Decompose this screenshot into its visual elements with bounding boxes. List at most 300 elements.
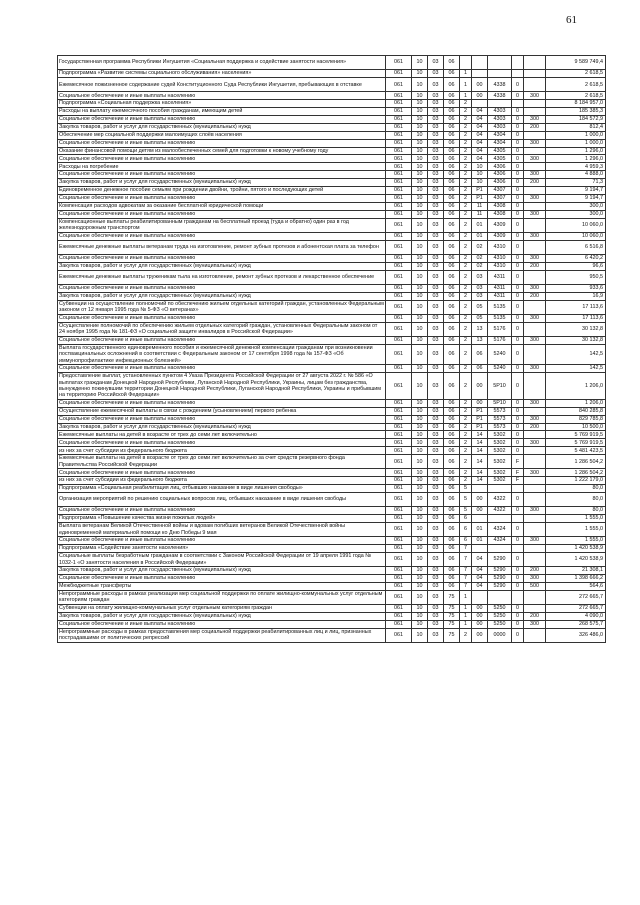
row-program: 06 <box>444 537 460 545</box>
row-direction: 5302 <box>488 431 512 439</box>
row-expense-type <box>524 485 546 493</box>
row-expense-type: 300 <box>524 171 546 179</box>
row-sum: 71,3 <box>546 179 606 187</box>
row-direction: 4307 <box>488 194 512 202</box>
row-sum: 142,5 <box>546 365 606 373</box>
row-name: Государственная программа Республики Ингушетия «Социальная поддержка и содействие занятости населения» <box>58 56 386 70</box>
row-sum: 96,6 <box>546 262 606 270</box>
row-direction-suffix <box>512 545 524 553</box>
row-name: Подпрограмма «Повышение качества жизни пожилых людей» <box>58 515 386 523</box>
row-subprogram: 1 <box>460 70 472 78</box>
row-event: 02 <box>472 240 488 254</box>
row-direction-suffix: 0 <box>512 202 524 210</box>
row-rz: 10 <box>412 628 428 642</box>
row-expense-type: 300 <box>524 210 546 218</box>
row-direction-suffix <box>512 70 524 78</box>
row-sum: 2 618,5 <box>546 92 606 100</box>
row-name: Расходы на погребение <box>58 163 386 171</box>
row-direction: 4309 <box>488 218 512 232</box>
row-direction-suffix: 0 <box>512 108 524 116</box>
row-direction-suffix: 0 <box>512 240 524 254</box>
row-expense-type: 200 <box>524 292 546 300</box>
row-program: 06 <box>444 186 460 194</box>
row-direction-suffix: 0 <box>512 254 524 262</box>
row-subprogram: 1 <box>460 612 472 620</box>
row-subprogram: 2 <box>460 123 472 131</box>
row-sum: 30 132,8 <box>546 336 606 344</box>
row-gr: 061 <box>386 590 412 604</box>
row-program: 06 <box>444 477 460 485</box>
row-rz: 10 <box>412 515 428 523</box>
table-row <box>58 407 606 415</box>
row-program: 06 <box>444 431 460 439</box>
row-program: 06 <box>444 492 460 506</box>
row-sum: 2 618,5 <box>546 70 606 78</box>
row-subprogram: 2 <box>460 322 472 336</box>
row-program: 06 <box>444 582 460 590</box>
row-program: 06 <box>444 131 460 139</box>
row-direction <box>488 100 512 108</box>
table-body <box>58 56 606 643</box>
row-direction: 4310 <box>488 254 512 262</box>
row-direction: 5302 <box>488 469 512 477</box>
row-direction: 4306 <box>488 179 512 187</box>
table-row <box>58 194 606 202</box>
row-name: Единовременное денежное пособие семьям при рождении двойни, тройни, пятого и последующих детей <box>58 186 386 194</box>
row-subprogram: 2 <box>460 147 472 155</box>
row-event: 11 <box>472 202 488 210</box>
row-subprogram: 2 <box>460 108 472 116</box>
row-gr: 061 <box>386 423 412 431</box>
row-gr: 061 <box>386 628 412 642</box>
row-event: 01 <box>472 232 488 240</box>
row-expense-type: 300 <box>524 507 546 515</box>
row-expense-type <box>524 300 546 314</box>
row-expense-type <box>524 240 546 254</box>
row-subprogram: 2 <box>460 344 472 365</box>
table-row <box>58 431 606 439</box>
row-gr: 061 <box>386 545 412 553</box>
row-direction: 5290 <box>488 552 512 566</box>
row-gr: 061 <box>386 202 412 210</box>
row-event: 02 <box>472 262 488 270</box>
row-expense-type: 300 <box>524 314 546 322</box>
row-pr: 03 <box>428 582 444 590</box>
row-expense-type <box>524 407 546 415</box>
row-expense-type: 200 <box>524 612 546 620</box>
row-subprogram: 2 <box>460 423 472 431</box>
row-pr: 03 <box>428 186 444 194</box>
row-pr: 03 <box>428 179 444 187</box>
row-expense-type: 300 <box>524 537 546 545</box>
row-rz: 10 <box>412 284 428 292</box>
row-gr: 061 <box>386 70 412 78</box>
row-pr: 03 <box>428 155 444 163</box>
row-direction: 4324 <box>488 522 512 536</box>
row-direction-suffix: 0 <box>512 574 524 582</box>
row-rz: 10 <box>412 399 428 407</box>
row-event: 14 <box>472 477 488 485</box>
table-row <box>58 56 606 70</box>
row-pr: 03 <box>428 604 444 612</box>
row-subprogram: 2 <box>460 415 472 423</box>
row-gr: 061 <box>386 439 412 447</box>
row-sum: 1 420 538,9 <box>546 545 606 553</box>
row-name: Субвенции на оплату жилищно-коммунальных услуг отдельным категориям граждан <box>58 604 386 612</box>
row-subprogram: 7 <box>460 552 472 566</box>
row-event: 03 <box>472 270 488 284</box>
row-direction-suffix: 0 <box>512 336 524 344</box>
row-name: Социальное обеспечение и иные выплаты населению <box>58 92 386 100</box>
row-direction: 5240 <box>488 365 512 373</box>
row-rz: 10 <box>412 139 428 147</box>
row-pr: 03 <box>428 56 444 70</box>
row-program: 06 <box>444 507 460 515</box>
row-rz: 10 <box>412 254 428 262</box>
row-subprogram: 2 <box>460 373 472 400</box>
row-gr: 061 <box>386 179 412 187</box>
row-program: 06 <box>444 447 460 455</box>
row-sum: 268 575,7 <box>546 620 606 628</box>
row-program: 06 <box>444 218 460 232</box>
row-direction-suffix: F <box>512 469 524 477</box>
row-program: 06 <box>444 300 460 314</box>
row-gr: 061 <box>386 620 412 628</box>
row-name: Социальное обеспечение и иные выплаты населению <box>58 620 386 628</box>
table-row <box>58 612 606 620</box>
row-name: Обеспечение мер социальной поддержки малоимущих слоёв населения <box>58 131 386 139</box>
row-direction: 4311 <box>488 284 512 292</box>
row-program: 06 <box>444 552 460 566</box>
row-gr: 061 <box>386 415 412 423</box>
row-event <box>472 100 488 108</box>
row-gr: 061 <box>386 336 412 344</box>
row-event: 01 <box>472 537 488 545</box>
table-row <box>58 232 606 240</box>
row-rz: 10 <box>412 537 428 545</box>
row-program: 06 <box>444 439 460 447</box>
row-pr: 03 <box>428 171 444 179</box>
row-name: Социальное обеспечение и иные выплаты населению <box>58 507 386 515</box>
table-row <box>58 218 606 232</box>
row-sum: 5 769 919,5 <box>546 439 606 447</box>
row-sum: 2 618,5 <box>546 78 606 92</box>
row-direction-suffix: 0 <box>512 171 524 179</box>
row-direction: 4308 <box>488 210 512 218</box>
row-event: 13 <box>472 322 488 336</box>
row-direction-suffix: F <box>512 477 524 485</box>
row-event: 10 <box>472 163 488 171</box>
row-direction-suffix: 0 <box>512 115 524 123</box>
row-expense-type <box>524 163 546 171</box>
row-name: Социальное обеспечение и иные выплаты населению <box>58 574 386 582</box>
row-rz: 10 <box>412 552 428 566</box>
row-pr: 03 <box>428 574 444 582</box>
row-event: 14 <box>472 447 488 455</box>
row-gr: 061 <box>386 56 412 70</box>
row-name: Ежемесячные выплаты на детей в возрасте от трех до семи лет включительно <box>58 431 386 439</box>
row-name: Подпрограмма «Социальная реабилитация лиц, отбывших наказание в виде лишения свободы» <box>58 485 386 493</box>
row-direction-suffix: 0 <box>512 407 524 415</box>
row-subprogram: 2 <box>460 139 472 147</box>
row-rz: 10 <box>412 507 428 515</box>
row-direction: 5302 <box>488 477 512 485</box>
table-row <box>58 447 606 455</box>
row-sum: 1 420 538,9 <box>546 552 606 566</box>
row-sum: 10 060,0 <box>546 232 606 240</box>
row-program: 06 <box>444 373 460 400</box>
row-program: 06 <box>444 423 460 431</box>
row-program: 06 <box>444 123 460 131</box>
row-expense-type: 300 <box>524 284 546 292</box>
row-sum: 564,6 <box>546 582 606 590</box>
row-direction-suffix: 0 <box>512 194 524 202</box>
row-event: 04 <box>472 574 488 582</box>
row-name: Компенсация расходов адвокатам за оказание бесплатной юридической помощи <box>58 202 386 210</box>
row-name: Социальное обеспечение и иные выплаты населению <box>58 194 386 202</box>
row-sum: 950,5 <box>546 270 606 284</box>
row-direction-suffix <box>512 515 524 523</box>
row-event: Р1 <box>472 415 488 423</box>
row-expense-type <box>524 431 546 439</box>
row-program: 06 <box>444 254 460 262</box>
row-gr: 061 <box>386 254 412 262</box>
row-name: Осуществление ежемесячной выплаты в связи с рождением (усыновлением) первого ребенка <box>58 407 386 415</box>
row-rz: 10 <box>412 604 428 612</box>
row-expense-type: 200 <box>524 423 546 431</box>
row-name: Социальное обеспечение и иные выплаты населению <box>58 171 386 179</box>
row-expense-type <box>524 373 546 400</box>
row-direction-suffix <box>512 485 524 493</box>
row-gr: 061 <box>386 108 412 116</box>
row-pr: 03 <box>428 92 444 100</box>
row-rz: 10 <box>412 322 428 336</box>
row-direction <box>488 485 512 493</box>
table-row <box>58 507 606 515</box>
row-event: Р1 <box>472 423 488 431</box>
row-name: Социальное обеспечение и иные выплаты населению <box>58 365 386 373</box>
row-expense-type <box>524 78 546 92</box>
row-name: Закупка товаров, работ и услуг для государственных (муниципальных) нужд <box>58 179 386 187</box>
row-program: 06 <box>444 100 460 108</box>
row-gr: 061 <box>386 270 412 284</box>
row-expense-type <box>524 202 546 210</box>
row-rz: 10 <box>412 336 428 344</box>
row-expense-type: 300 <box>524 469 546 477</box>
row-direction: 4304 <box>488 139 512 147</box>
table-row <box>58 202 606 210</box>
row-expense-type <box>524 147 546 155</box>
row-pr: 03 <box>428 123 444 131</box>
row-program: 06 <box>444 262 460 270</box>
row-rz: 10 <box>412 373 428 400</box>
row-direction-suffix: 0 <box>512 522 524 536</box>
row-gr: 061 <box>386 232 412 240</box>
row-subprogram: 2 <box>460 163 472 171</box>
row-pr: 03 <box>428 218 444 232</box>
row-expense-type <box>524 131 546 139</box>
row-pr: 03 <box>428 131 444 139</box>
row-direction: 5302 <box>488 439 512 447</box>
row-direction-suffix: 0 <box>512 447 524 455</box>
row-pr: 03 <box>428 485 444 493</box>
row-program: 06 <box>444 284 460 292</box>
table-row <box>58 314 606 322</box>
row-event: 00 <box>472 612 488 620</box>
row-gr: 061 <box>386 365 412 373</box>
row-pr: 03 <box>428 194 444 202</box>
row-pr: 03 <box>428 139 444 147</box>
row-event: 00 <box>472 628 488 642</box>
row-name: Социальные выплаты безработным гражданам в соответствии с Законом Российской Федерации от 19 апреля 1991 года № 1032-1 «О занятости населения в Российской Федерации» <box>58 552 386 566</box>
row-subprogram: 6 <box>460 522 472 536</box>
row-event: 04 <box>472 155 488 163</box>
table-row <box>58 139 606 147</box>
row-event: 00 <box>472 78 488 92</box>
row-direction: 4310 <box>488 262 512 270</box>
row-event: 04 <box>472 567 488 575</box>
row-direction-suffix: 0 <box>512 582 524 590</box>
row-name: Закупка товаров, работ и услуг для государственных (муниципальных) нужд <box>58 567 386 575</box>
row-direction: 4306 <box>488 171 512 179</box>
row-name: Социальное обеспечение и иные выплаты населению <box>58 336 386 344</box>
row-direction: 4303 <box>488 115 512 123</box>
row-sum: 10 060,0 <box>546 218 606 232</box>
row-gr: 061 <box>386 115 412 123</box>
row-expense-type <box>524 522 546 536</box>
row-sum: 1 555,0 <box>546 515 606 523</box>
row-sum: 6 516,8 <box>546 240 606 254</box>
row-name: Предоставление выплат, установленных пунктом 4 Указа Президента Российской Федерации от 27 августа 2022 г. № 586 «О выплатах гражданам Донецкой Народной Республики, Луганской Народной Республики, Украины, лицам без гражданства, вынужденно покинувшим территории Донецкой Народной Республики, Луганской Народной Республики, Украины и прибывшим на территорию Российской Федерации» <box>58 373 386 400</box>
row-sum: 1 555,0 <box>546 537 606 545</box>
row-pr: 03 <box>428 507 444 515</box>
row-sum: 142,5 <box>546 344 606 365</box>
row-expense-type: 200 <box>524 262 546 270</box>
row-gr: 061 <box>386 344 412 365</box>
row-direction-suffix: 0 <box>512 179 524 187</box>
row-subprogram: 2 <box>460 431 472 439</box>
row-rz: 10 <box>412 620 428 628</box>
row-name: Подпрограмма «Содействие занятости населения» <box>58 545 386 553</box>
row-subprogram: 6 <box>460 537 472 545</box>
row-rz: 10 <box>412 522 428 536</box>
row-expense-type <box>524 590 546 604</box>
row-direction: 5176 <box>488 336 512 344</box>
row-rz: 10 <box>412 262 428 270</box>
row-gr: 061 <box>386 92 412 100</box>
table-row <box>58 522 606 536</box>
row-sum: 80,0 <box>546 485 606 493</box>
row-direction-suffix: 0 <box>512 300 524 314</box>
row-program: 06 <box>444 78 460 92</box>
row-pr: 03 <box>428 284 444 292</box>
row-event: 14 <box>472 439 488 447</box>
row-gr: 061 <box>386 194 412 202</box>
row-direction-suffix: 0 <box>512 612 524 620</box>
row-subprogram: 2 <box>460 100 472 108</box>
row-rz: 10 <box>412 455 428 469</box>
row-name: Компенсационные выплаты реабилитированным гражданам на бесплатный проезд (туда и обратно) один раз в год железнодорожным транспортом <box>58 218 386 232</box>
table-row <box>58 344 606 365</box>
row-pr: 03 <box>428 567 444 575</box>
row-event: 04 <box>472 115 488 123</box>
row-rz: 10 <box>412 186 428 194</box>
row-gr: 061 <box>386 100 412 108</box>
row-sum: 8 184 957,0 <box>546 100 606 108</box>
row-subprogram: 2 <box>460 314 472 322</box>
row-direction-suffix: 0 <box>512 399 524 407</box>
row-subprogram: 2 <box>460 131 472 139</box>
row-subprogram: 2 <box>460 365 472 373</box>
row-program: 06 <box>444 545 460 553</box>
row-direction: 5290 <box>488 574 512 582</box>
row-program: 75 <box>444 604 460 612</box>
row-expense-type <box>524 455 546 469</box>
row-program: 06 <box>444 270 460 284</box>
row-direction: 5290 <box>488 567 512 575</box>
table-row <box>58 567 606 575</box>
row-name: Закупка товаров, работ и услуг для государственных (муниципальных) нужд <box>58 292 386 300</box>
row-gr: 061 <box>386 163 412 171</box>
row-subprogram: 5 <box>460 485 472 493</box>
row-expense-type <box>524 552 546 566</box>
row-name: Ежемесячные денежные выплаты труженикам тыла на изготовление, ремонт зубных протезов и лекарственное обеспечение <box>58 270 386 284</box>
row-sum: 300,0 <box>546 202 606 210</box>
row-subprogram: 2 <box>460 202 472 210</box>
row-expense-type: 300 <box>524 574 546 582</box>
row-sum: 9 589 749,4 <box>546 56 606 70</box>
row-direction-suffix: 0 <box>512 218 524 232</box>
row-direction <box>488 545 512 553</box>
row-subprogram: 2 <box>460 254 472 262</box>
row-name: из них за счет субсидии из федерального бюджета <box>58 447 386 455</box>
row-sum: 1 296,0 <box>546 155 606 163</box>
row-pr: 03 <box>428 373 444 400</box>
row-direction: 4305 <box>488 147 512 155</box>
row-program: 06 <box>444 92 460 100</box>
row-pr: 03 <box>428 399 444 407</box>
row-program: 06 <box>444 455 460 469</box>
row-expense-type: 300 <box>524 415 546 423</box>
table-row <box>58 155 606 163</box>
row-pr: 03 <box>428 522 444 536</box>
row-expense-type <box>524 70 546 78</box>
row-expense-type <box>524 270 546 284</box>
row-sum: 272 665,7 <box>546 590 606 604</box>
row-pr: 03 <box>428 620 444 628</box>
row-name: Социальное обеспечение и иные выплаты населению <box>58 399 386 407</box>
row-program: 06 <box>444 567 460 575</box>
row-rz: 10 <box>412 485 428 493</box>
row-pr: 03 <box>428 300 444 314</box>
row-direction-suffix: F <box>512 455 524 469</box>
row-name: Подпрограмма «Социальная поддержка населения» <box>58 100 386 108</box>
row-name: Социальное обеспечение и иные выплаты населению <box>58 415 386 423</box>
row-name: Осуществление полномочий по обеспечению жильем отдельных категорий граждан, установленных Федеральным законом от 24 ноября 1995 года № 181-ФЗ «О социальной защите инвалидов в Российской Федерации» <box>58 322 386 336</box>
row-subprogram: 5 <box>460 492 472 506</box>
table-row <box>58 515 606 523</box>
row-direction-suffix: 0 <box>512 155 524 163</box>
row-direction: 5302 <box>488 447 512 455</box>
row-direction: 4303 <box>488 108 512 116</box>
row-event: 04 <box>472 582 488 590</box>
row-name: Социальное обеспечение и иные выплаты населению <box>58 115 386 123</box>
row-rz: 10 <box>412 218 428 232</box>
row-event: 03 <box>472 284 488 292</box>
row-direction: 5250 <box>488 612 512 620</box>
row-pr: 03 <box>428 365 444 373</box>
row-direction <box>488 56 512 70</box>
